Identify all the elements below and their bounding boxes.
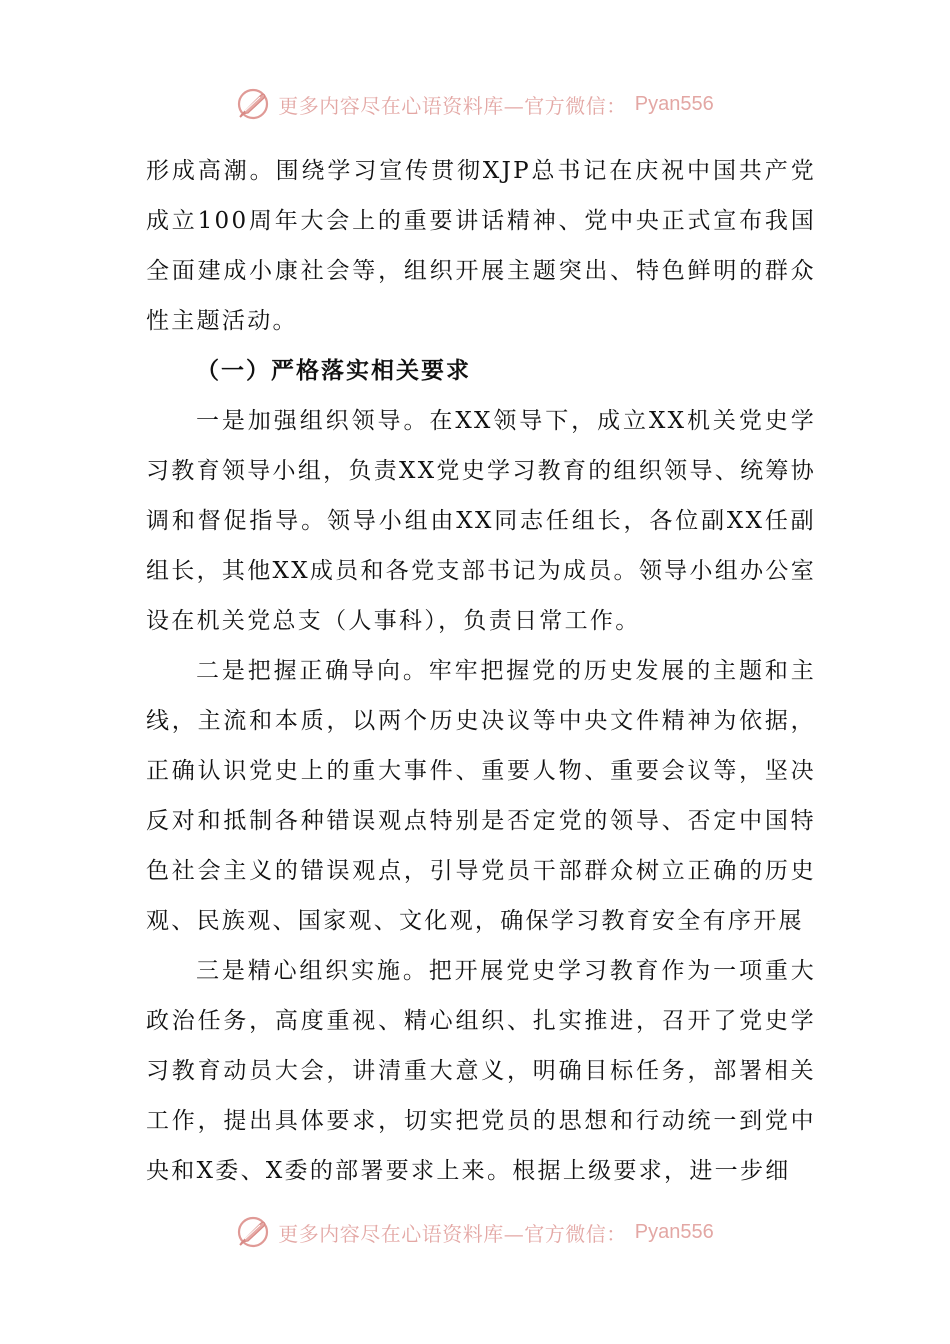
header-watermark	[0, 84, 950, 124]
document-body	[146, 146, 816, 1196]
paragraph: 形成高潮。围绕学习宣传贯彻XJP总书记在庆祝中国共产党成立100周年大会上的重要讲话精神、党中央正式宣布我国全面建成小康社会等，组织开展主题突出、特色鲜明的群众性主题活动。	[146, 158, 816, 334]
watermark-text: 更多内容尽在心语资料库—官方微信：	[278, 1221, 627, 1246]
watermark-wechat-id: Pyan556	[634, 1220, 714, 1243]
section-heading: （一）严格落实相关要求	[196, 357, 471, 384]
quill-pen-logo-icon	[236, 1215, 270, 1249]
paragraph: 三是精心组织实施。把开展党史学习教育作为一项重大政治任务，高度重视、精心组织、扎实推进，召开了党史学习教育动员大会，讲清重大意义，明确目标任务，部署相关工作，提出具体要求，切实把党员的思想和行动统一到党中央和X委、X委的部署要求上来。根据上级要求，进一步细	[146, 958, 816, 1184]
watermark-wechat-id: Pyan556	[634, 92, 714, 115]
quill-pen-logo-icon	[236, 87, 270, 121]
footer-watermark	[0, 1212, 950, 1252]
paragraph: 二是把握正确导向。牢牢把握党的历史发展的主题和主线，主流和本质，以两个历史决议等中央文件精神为依据，正确认识党史上的重大事件、重要人物、重要会议等，坚决反对和抵制各种错误观点特别是否定党的领导、否定中国特色社会主义的错误观点，引导党员干部群众树立正确的历史观、民族观、国家观、文化观，确保学习教育安全有序开展	[146, 658, 816, 934]
paragraph: 一是加强组织领导。在XX领导下，成立XX机关党史学习教育领导小组，负责XX党史学习教育的组织领导、统筹协调和督促指导。领导小组由XX同志任组长，各位副XX任副组长，其他XX成员和各党支部书记为成员。领导小组办公室设在机关党总支（人事科），负责日常工作。	[146, 408, 816, 634]
watermark-text: 更多内容尽在心语资料库—官方微信：	[278, 93, 627, 118]
